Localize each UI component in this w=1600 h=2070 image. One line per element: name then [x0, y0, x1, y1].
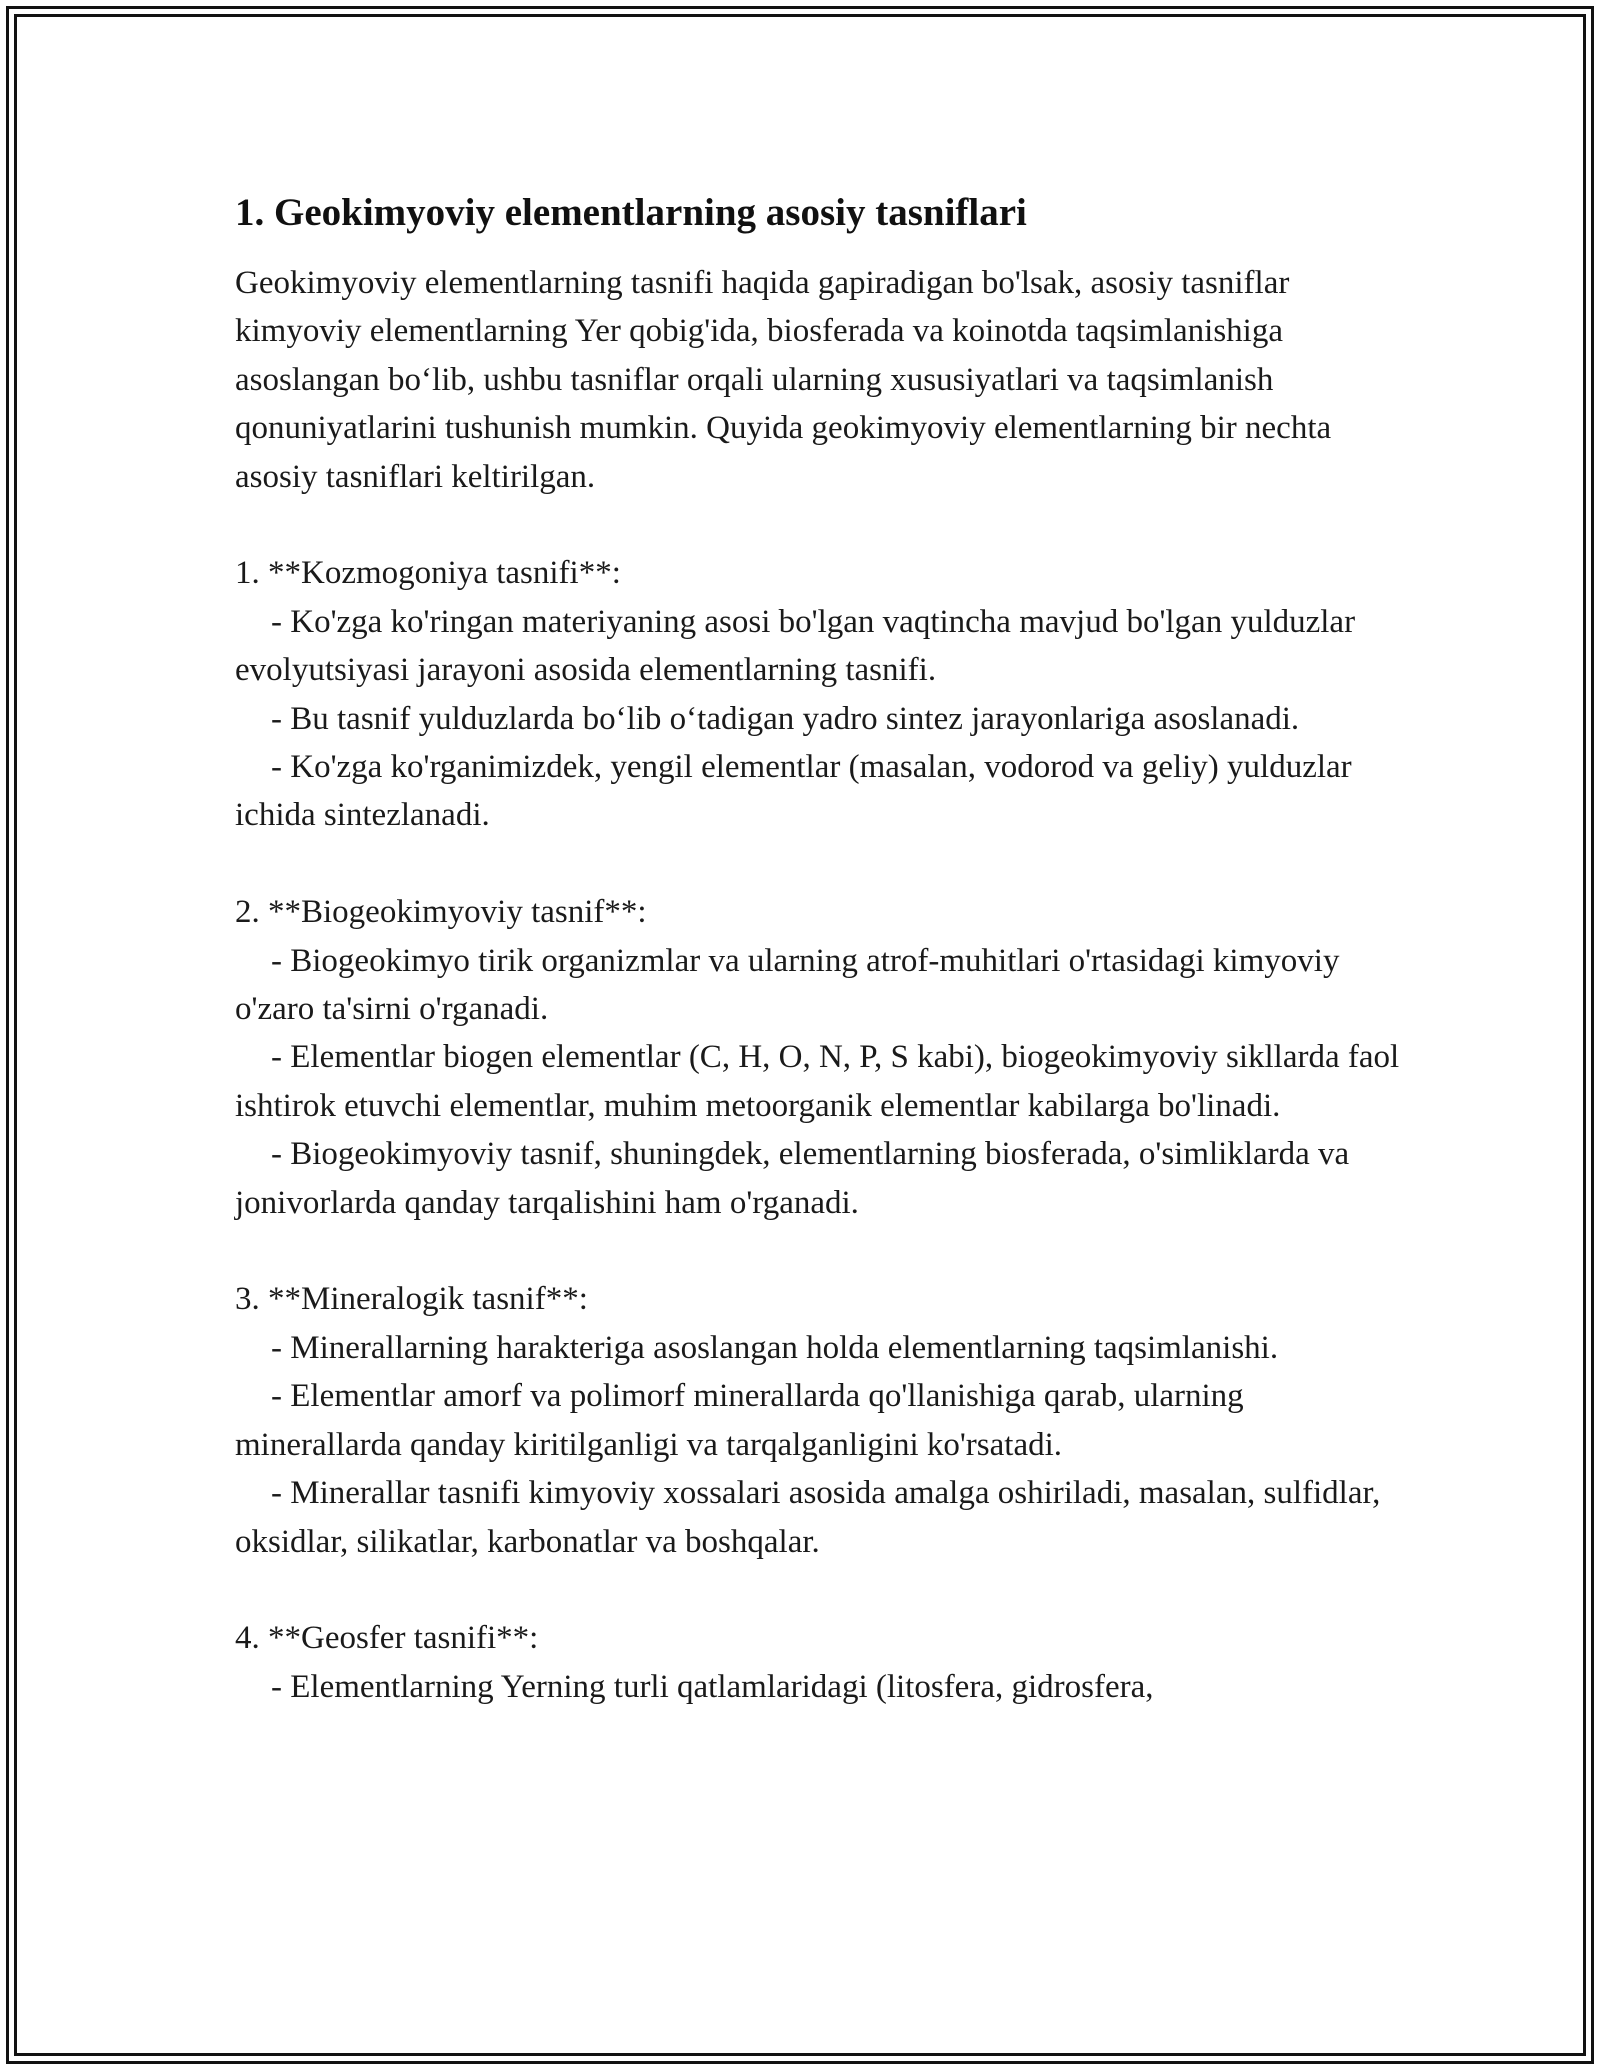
section-heading: 1. **Kozmogoniya tasnifi**:: [235, 555, 621, 592]
paragraph-gap: [235, 501, 1415, 549]
section-biogeokimyoviy: [235, 888, 1415, 1227]
list-item: - Minerallarning harakteriga asoslangan holda elementlarning taqsimlanishi.: [271, 1329, 1279, 1366]
paragraph-gap: [235, 1566, 1415, 1614]
list-item: - Bu tasnif yulduzlarda bo‘lib o‘tadigan yadro sintez jarayonlariga asoslanadi.: [271, 700, 1300, 737]
list-item: - Biogeokimyo tirik organizmlar va ularning atrof-muhitlari o'rtasidagi kimyoviy o'zaro ta'sirni o'rganadi.: [235, 942, 1340, 1028]
section-geosfer: [235, 1614, 1415, 1711]
list-item: - Elementlar biogen elementlar (C, H, O, N, P, S kabi), biogeokimyoviy sikllarda faol ishtirok etuvchi elementlar, muhim metoorganik elementlar kabilarga bo'linadi.: [235, 1039, 1400, 1124]
list-item: - Elementlarning Yerning turli qatlamlaridagi (litosfera, gidrosfera,: [271, 1668, 1154, 1705]
paragraph-gap: [235, 840, 1415, 888]
section-heading: 4. **Geosfer tasnifi**:: [235, 1620, 539, 1657]
section-kozmogoniya: [235, 549, 1415, 839]
paragraph-gap: [235, 1227, 1415, 1275]
list-item: - Biogeokimyoviy tasnif, shuningdek, elementlarning biosferada, o'simliklarda va jonivorlarda qanday tarqalishini ham o'rganadi.: [235, 1136, 1350, 1221]
section-heading: 3. **Mineralogik tasnif**:: [235, 1281, 588, 1318]
document-body: [235, 185, 1415, 1711]
list-item: - Elementlar amorf va polimorf minerallarda qo'llanishiga qarab, ularning minerallarda qanday kiritilganligi va tarqalganligini ko'rsatadi.: [235, 1378, 1244, 1463]
page-title: 1. Geokimyoviy elementlarning asosiy tasniflari: [235, 191, 1027, 234]
section-mineralogik: [235, 1275, 1415, 1565]
list-item: - Minerallar tasnifi kimyoviy xossalari asosida amalga oshiriladi, masalan, sulfidlar, oksidlar, silikatlar, karbonatlar va boshqalar.: [235, 1475, 1381, 1560]
section-heading: 2. **Biogeokimyoviy tasnif**:: [235, 894, 647, 931]
intro-paragraph: Geokimyoviy elementlarning tasnifi haqida gapiradigan bo'lsak, asosiy tasniflar kimyoviy elementlarning Yer qobig'ida, biosferada va koinotda taqsimlanishiga asoslangan bo‘lib, ushbu tasniflar orqali ularning xususiyatlari va taqsimlanish qonuniyatlarini tushunish mumkin. Quyida geokimyoviy elementlarning bir nechta asosiy tasniflari keltirilgan.: [235, 265, 1332, 495]
list-item: - Ko'zga ko'ringan materiyaning asosi bo'lgan vaqtincha mavjud bo'lgan yulduzlar evolyutsiyasi jarayoni asosida elementlarning tasnifi.: [235, 603, 1356, 689]
list-item: - Ko'zga ko'rganimizdek, yengil elementlar (masalan, vodorod va geliy) yulduzlar ichida sintezlanadi.: [235, 749, 1352, 834]
